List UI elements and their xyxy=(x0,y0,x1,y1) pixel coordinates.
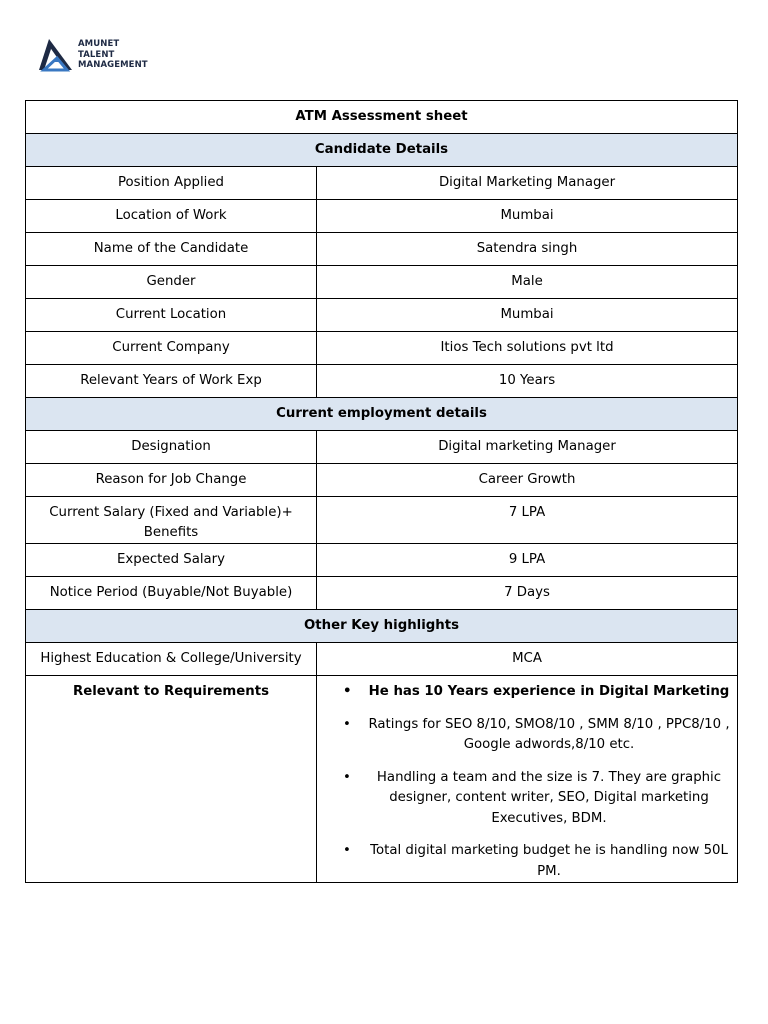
row-label: Position Applied xyxy=(26,167,317,200)
section-row xyxy=(26,398,738,431)
row-label: Current Location xyxy=(26,299,317,332)
company-logo xyxy=(38,38,158,74)
table-row xyxy=(26,643,738,676)
row-value: Mumbai xyxy=(317,200,738,233)
table-row xyxy=(26,544,738,577)
row-label: Notice Period (Buyable/Not Buyable) xyxy=(26,577,317,610)
section-candidate-details: Candidate Details xyxy=(26,134,738,167)
row-value: Satendra singh xyxy=(317,233,738,266)
requirements-label: Relevant to Requirements xyxy=(26,676,317,883)
table-row xyxy=(26,266,738,299)
section-other-highlights: Other Key highlights xyxy=(26,610,738,643)
row-value: MCA xyxy=(317,643,738,676)
row-value: 7 LPA xyxy=(317,497,738,544)
requirements-row xyxy=(26,676,738,883)
list-item: • Total digital marketing budget he is handling now 50L PM. xyxy=(321,841,733,882)
row-label: Name of the Candidate xyxy=(26,233,317,266)
row-value: Digital Marketing Manager xyxy=(317,167,738,200)
table-row xyxy=(26,431,738,464)
row-label: Current Salary (Fixed and Variable)+ Benefits xyxy=(26,497,317,544)
title-row xyxy=(26,101,738,134)
section-current-employment: Current employment details xyxy=(26,398,738,431)
sheet-title: ATM Assessment sheet xyxy=(26,101,738,134)
row-value: 10 Years xyxy=(317,365,738,398)
row-label: Designation xyxy=(26,431,317,464)
table-row xyxy=(26,332,738,365)
amunet-triangle-logo-icon xyxy=(38,38,74,72)
table-row xyxy=(26,233,738,266)
requirements-cell xyxy=(317,676,738,883)
section-row xyxy=(26,134,738,167)
row-value: Mumbai xyxy=(317,299,738,332)
table-row xyxy=(26,167,738,200)
row-label: Highest Education & College/University xyxy=(26,643,317,676)
requirements-list xyxy=(321,682,733,882)
row-value: Male xyxy=(317,266,738,299)
table-row xyxy=(26,365,738,398)
row-value: Digital marketing Manager xyxy=(317,431,738,464)
row-label: Expected Salary xyxy=(26,544,317,577)
row-label: Relevant Years of Work Exp xyxy=(26,365,317,398)
logo-line-1: AMUNET xyxy=(78,39,120,49)
section-row xyxy=(26,610,738,643)
logo-line-3: MANAGEMENT xyxy=(78,60,148,70)
list-item: • Handling a team and the size is 7. They are graphic designer, content writer, SEO, Digital marketing Executives, BDM. xyxy=(321,768,733,830)
row-value: Career Growth xyxy=(317,464,738,497)
assessment-table xyxy=(25,100,738,883)
table-row xyxy=(26,497,738,544)
row-value: Itios Tech solutions pvt ltd xyxy=(317,332,738,365)
table-row xyxy=(26,299,738,332)
row-value: 7 Days xyxy=(317,577,738,610)
row-label: Current Company xyxy=(26,332,317,365)
row-label: Location of Work xyxy=(26,200,317,233)
logo-line-2: TALENT xyxy=(78,49,115,60)
logo-wordmark xyxy=(78,39,148,71)
list-item: • Ratings for SEO 8/10, SMO8/10 , SMM 8/10 , PPC8/10 , Google adwords,8/10 etc. xyxy=(321,715,733,756)
table-row xyxy=(26,464,738,497)
row-label: Gender xyxy=(26,266,317,299)
table-row xyxy=(26,577,738,610)
row-value: 9 LPA xyxy=(317,544,738,577)
list-item: • He has 10 Years experience in Digital Marketing xyxy=(321,682,733,703)
table-row xyxy=(26,200,738,233)
row-label: Reason for Job Change xyxy=(26,464,317,497)
